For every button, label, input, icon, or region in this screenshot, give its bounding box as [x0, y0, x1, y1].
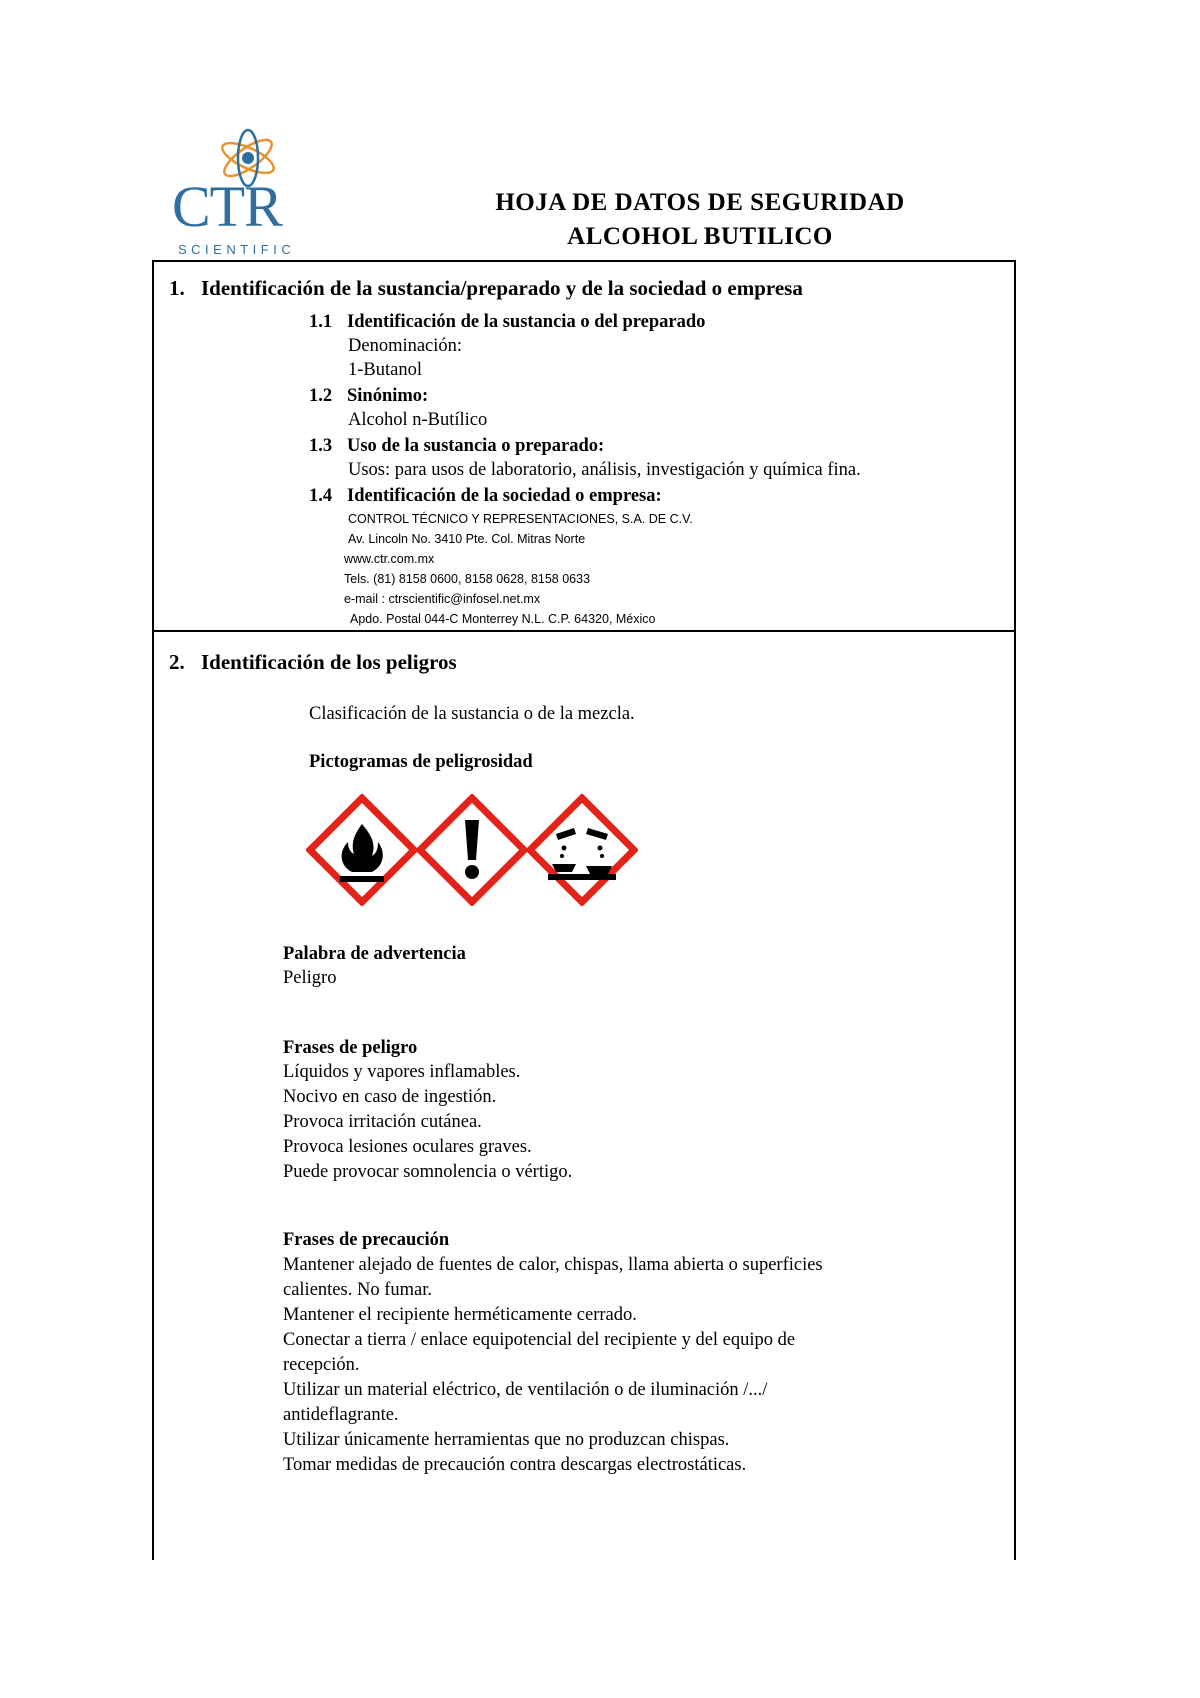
section-1-title: Identificación de la sustancia/preparado y de la sociedad o empresa	[201, 276, 803, 300]
hazard-phrase: Nocivo en caso de ingestión.	[283, 1087, 497, 1107]
precaution-line: Utilizar un material eléctrico, de ventilación o de iluminación /.../	[283, 1380, 768, 1400]
flame-icon	[306, 794, 418, 906]
section-2-number: 2.	[169, 650, 185, 674]
subsection-1-2-number: 1.2	[309, 386, 333, 406]
denomination-label: Denominación:	[348, 336, 463, 356]
hazard-phrase: Provoca irritación cutánea.	[283, 1112, 482, 1132]
corrosion-icon	[526, 794, 638, 906]
section-2-title: Identificación de los peligros	[201, 650, 457, 674]
company-address: Av. Lincoln No. 3410 Pte. Col. Mitras Norte	[348, 532, 586, 546]
hazard-phrase: Provoca lesiones oculares graves.	[283, 1137, 532, 1157]
subsection-1-4-number: 1.4	[309, 486, 333, 506]
title-line-1: HOJA DE DATOS DE SEGURIDAD	[495, 189, 905, 216]
denomination-value: 1-Butanol	[348, 360, 422, 380]
subsection-1-3-heading	[309, 436, 604, 457]
document-title	[430, 186, 970, 254]
subsection-1-3-number: 1.3	[309, 436, 333, 456]
signal-word-heading: Palabra de advertencia	[283, 944, 466, 964]
precaution-line: calientes. No fumar.	[283, 1280, 432, 1300]
pictograms-heading: Pictogramas de peligrosidad	[309, 752, 533, 772]
hazard-phrase: Líquidos y vapores inflamables.	[283, 1062, 521, 1082]
company-website: www.ctr.com.mx	[344, 552, 435, 566]
subsection-1-4-heading	[309, 486, 662, 507]
company-name: CONTROL TÉCNICO Y REPRESENTACIONES, S.A. DE C.V.	[348, 512, 693, 526]
svg-text:SCIENTIFIC: SCIENTIFIC	[178, 242, 296, 257]
precaution-line: Utilizar únicamente herramientas que no produzcan chispas.	[283, 1430, 730, 1450]
hazard-pictograms	[306, 794, 646, 906]
precaution-line: antideflagrante.	[283, 1405, 399, 1425]
company-phones: Tels. (81) 8158 0600, 8158 0628, 8158 0633	[344, 572, 591, 586]
precaution-line: Tomar medidas de precaución contra descargas electrostáticas.	[283, 1455, 747, 1475]
section-2-heading	[169, 650, 457, 675]
section-1-heading	[169, 276, 803, 301]
title-line-2: ALCOHOL BUTILICO	[567, 223, 833, 250]
section-1-number: 1.	[169, 276, 185, 300]
signal-word-value: Peligro	[283, 968, 337, 988]
subsection-1-1-heading	[309, 312, 705, 333]
classification-text: Clasificación de la sustancia o de la mezcla.	[309, 704, 635, 724]
section-2-box	[152, 630, 1016, 1560]
subsection-1-1-label: Identificación de la sustancia o del preparado	[347, 312, 706, 332]
precaution-heading: Frases de precaución	[283, 1230, 450, 1250]
use-value: Usos: para usos de laboratorio, análisis, investigación y química fina.	[348, 460, 861, 480]
subsection-1-2-label: Sinónimo:	[347, 386, 429, 406]
svg-text:CTR: CTR	[172, 174, 282, 239]
subsection-1-2-heading	[309, 386, 428, 407]
exclamation-icon	[416, 794, 528, 906]
hazard-phrase: Puede provocar somnolencia o vértigo.	[283, 1162, 573, 1182]
hazard-phrases-heading: Frases de peligro	[283, 1038, 418, 1058]
precaution-line: Mantener el recipiente herméticamente cerrado.	[283, 1305, 637, 1325]
subsection-1-3-label: Uso de la sustancia o preparado:	[347, 436, 605, 456]
subsection-1-1-number: 1.1	[309, 312, 333, 332]
section-1-box	[152, 260, 1016, 632]
company-email: e-mail : ctrscientific@infosel.net.mx	[344, 592, 541, 606]
precaution-line: Mantener alejado de fuentes de calor, chispas, llama abierta o superficies	[283, 1255, 823, 1275]
company-logo	[170, 128, 338, 258]
synonym-value: Alcohol n-Butílico	[348, 410, 488, 430]
precaution-line: Conectar a tierra / enlace equipotencial del recipiente y del equipo de	[283, 1330, 796, 1350]
subsection-1-4-label: Identificación de la sociedad o empresa:	[347, 486, 662, 506]
precaution-line: recepción.	[283, 1355, 360, 1375]
company-postal: Apdo. Postal 044-C Monterrey N.L. C.P. 64320, México	[350, 612, 656, 626]
